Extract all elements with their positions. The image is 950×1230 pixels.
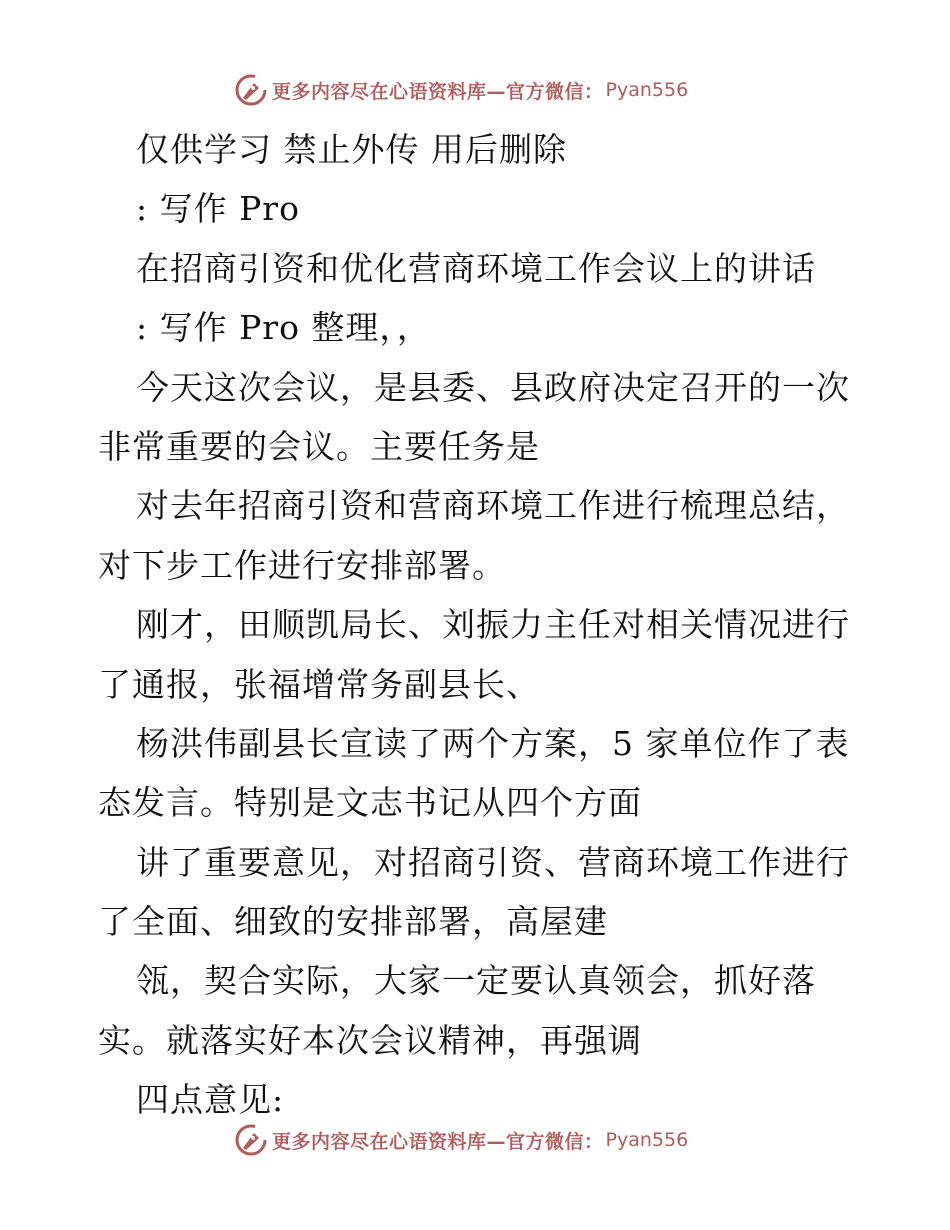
doc-line: 杨洪伟副县长宣读了两个方案，5 家单位作了表	[136, 723, 850, 763]
document-body	[98, 120, 858, 1130]
wechat-id: Pyan556	[605, 1129, 689, 1151]
pen-nib-logo-icon	[234, 1123, 268, 1157]
doc-line: 了全面、细致的安排部署，高屋建	[98, 902, 608, 942]
header-banner	[234, 72, 688, 108]
doc-line: 瓴，契合实际，大家一定要认真领会，抓好落	[136, 961, 816, 1001]
doc-line: 实。就落实好本次会议精神，再强调	[98, 1020, 642, 1060]
wechat-id: Pyan556	[605, 79, 689, 101]
doc-line: 仅供学习 禁止外传 用后删除	[136, 130, 567, 169]
doc-line: 对去年招商引资和营商环境工作进行梳理总结，	[136, 486, 850, 526]
doc-line: 了通报，张福增常务副县长、	[98, 664, 540, 704]
doc-line: : 写作 Pro	[136, 189, 300, 229]
banner-text: 更多内容尽在心语资料库—官方微信：	[272, 80, 604, 103]
doc-line: 刚才，田顺凯局长、刘振力主任对相关情况进行	[136, 605, 850, 645]
doc-line: 在招商引资和优化营商环境工作会议上的讲话	[136, 248, 816, 288]
footer-banner	[234, 1122, 688, 1158]
doc-line: 四点意见:	[136, 1080, 285, 1120]
doc-line: : 写作 Pro 整理，，	[136, 308, 431, 348]
banner-text: 更多内容尽在心语资料库—官方微信：	[272, 1130, 604, 1153]
doc-line: 非常重要的会议。主要任务是	[98, 426, 540, 466]
doc-line: 讲了重要意见，对招商引资、营商环境工作进行	[136, 842, 850, 882]
doc-line: 态发言。特别是文志书记从四个方面	[98, 783, 642, 823]
pen-nib-logo-icon	[234, 73, 268, 107]
doc-line: 今天这次会议，是县委、县政府决定召开的一次	[136, 367, 850, 407]
doc-line: 对下步工作进行安排部署。	[98, 545, 506, 585]
